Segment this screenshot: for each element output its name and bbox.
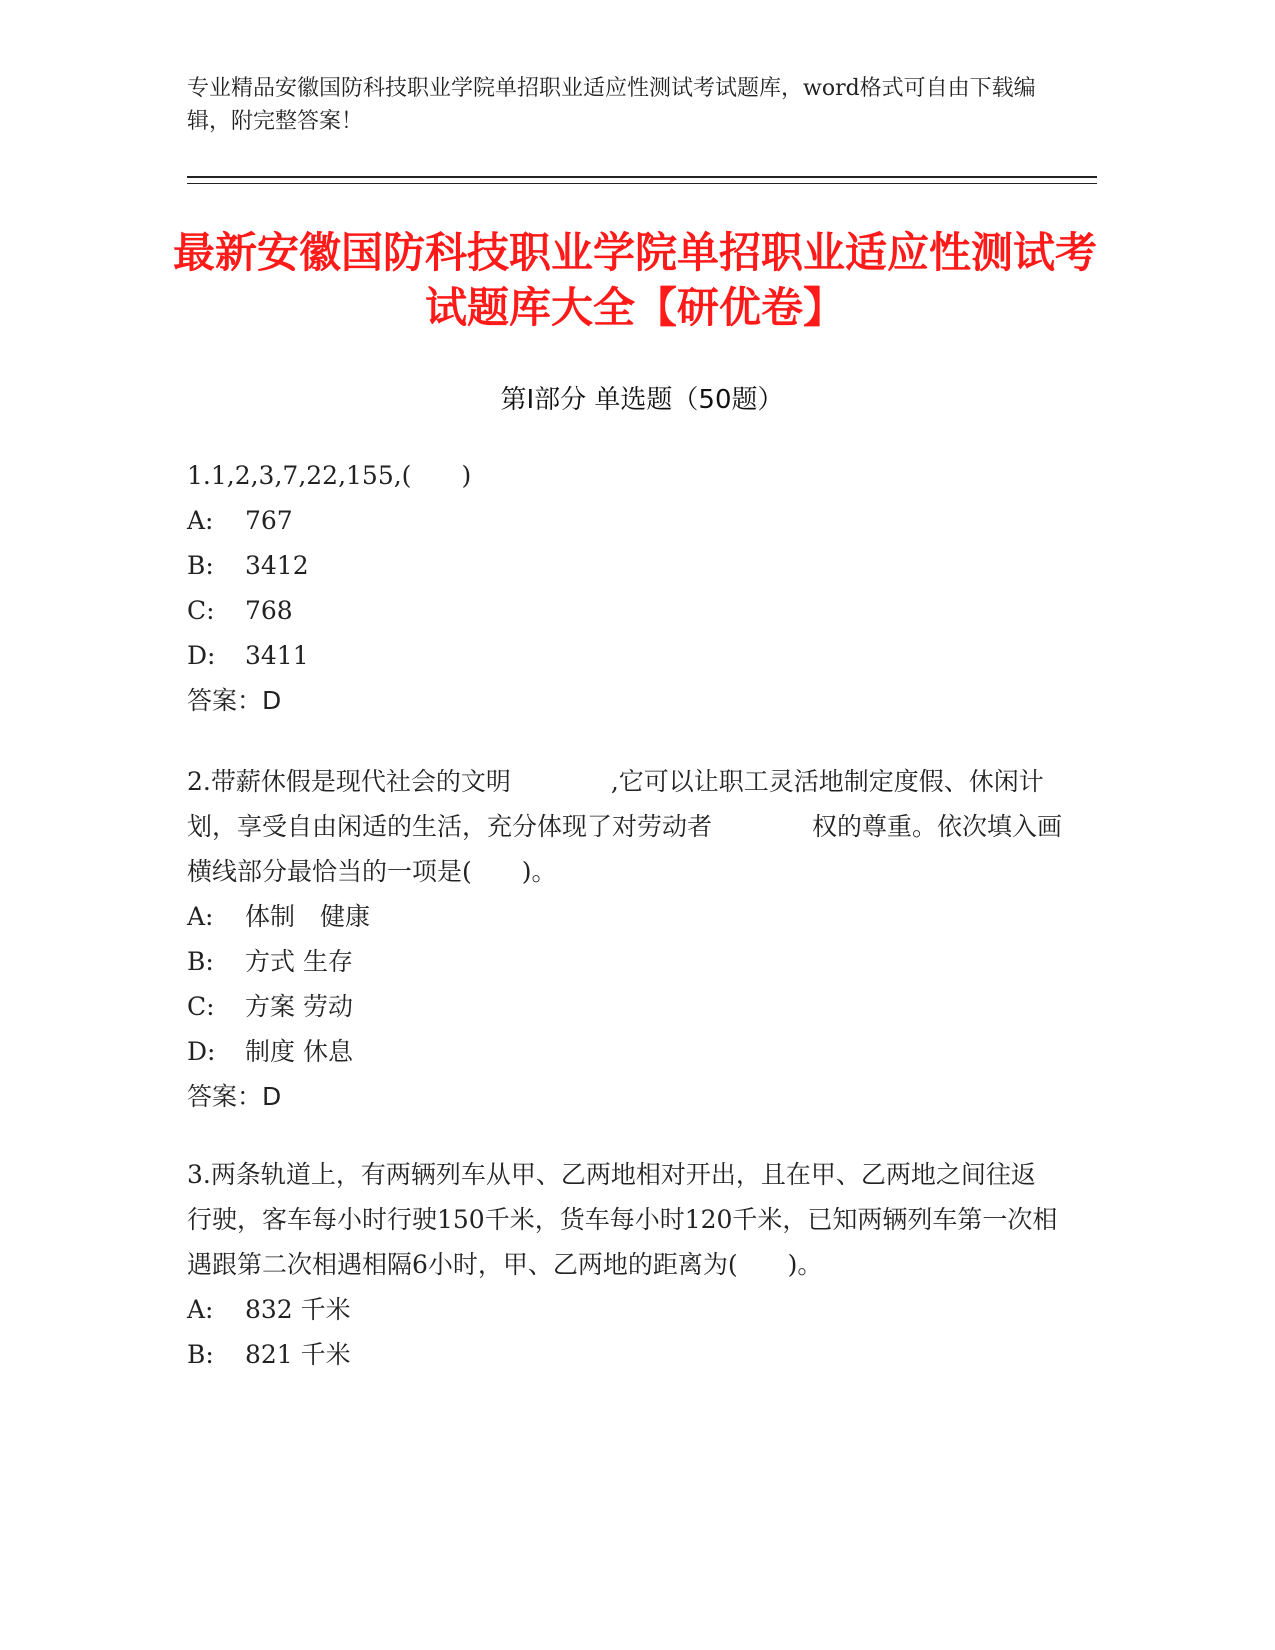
header-rule-thick [187, 176, 1097, 178]
question-2 [187, 759, 1067, 1119]
option-b [187, 543, 1067, 588]
option-c [187, 588, 1067, 633]
option-a [187, 1287, 1067, 1332]
option-text: 方案 劳动 [245, 992, 353, 1021]
option-a [187, 894, 1067, 939]
question-1 [187, 453, 1067, 723]
option-text: 832 千米 [245, 1295, 351, 1324]
option-b [187, 939, 1067, 984]
question-stem: 1.1,2,3,7,22,155,( ) [187, 461, 472, 490]
option-b [187, 1332, 1067, 1377]
option-text: 3412 [245, 551, 309, 580]
option-key: C: [187, 992, 215, 1021]
option-key: B: [187, 551, 214, 580]
option-text: 3411 [245, 641, 309, 670]
option-d [187, 1029, 1067, 1074]
question-stem: 3.两条轨道上，有两辆列车从甲、乙两地相对开出，且在甲、乙两地之间往返 行驶，客车每小时行驶150千米，货车每小时120千米，已知两辆列车第一次相遇跟第二次相遇相隔6小时，甲、乙两地的距离为( )。 [187, 1160, 1058, 1279]
option-d [187, 633, 1067, 678]
option-text: 方式 生存 [245, 947, 353, 976]
option-key: D: [187, 1037, 216, 1066]
section-heading: 第Ⅰ部分 单选题（50题） [500, 385, 784, 415]
document-title: 最新安徽国防科技职业学院单招职业适应性测试考试题库大全【研优卷】 [172, 228, 1097, 332]
option-key: C: [187, 596, 215, 625]
option-key: A: [187, 1295, 214, 1324]
header-rule-thin [187, 183, 1097, 184]
option-text: 制度 休息 [245, 1037, 353, 1066]
option-key: B: [187, 947, 214, 976]
answer-line: 答案：D [187, 686, 282, 715]
header-note: 专业精品安徽国防科技职业学院单招职业适应性测试考试题库，word格式可自由下载编辑，附完整答案！ [187, 76, 1036, 134]
option-key: B: [187, 1340, 214, 1369]
option-text: 体制 健康 [245, 902, 371, 931]
option-key: A: [187, 902, 214, 931]
answer-line: 答案：D [187, 1082, 282, 1111]
question-3 [187, 1152, 1067, 1377]
option-text: 768 [245, 596, 293, 625]
option-key: A: [187, 506, 214, 535]
option-key: D: [187, 641, 216, 670]
option-c [187, 984, 1067, 1029]
question-stem: 2.带薪休假是现代社会的文明 ,它可以让职工灵活地制定度假、休闲计划，享受自由闲适的生活，充分体现了对劳动者 权的尊重。依次填入画横线部分最恰当的一项是( )。 [187, 767, 1063, 886]
option-text: 767 [245, 506, 293, 535]
option-a [187, 498, 1067, 543]
option-text: 821 千米 [245, 1340, 351, 1369]
